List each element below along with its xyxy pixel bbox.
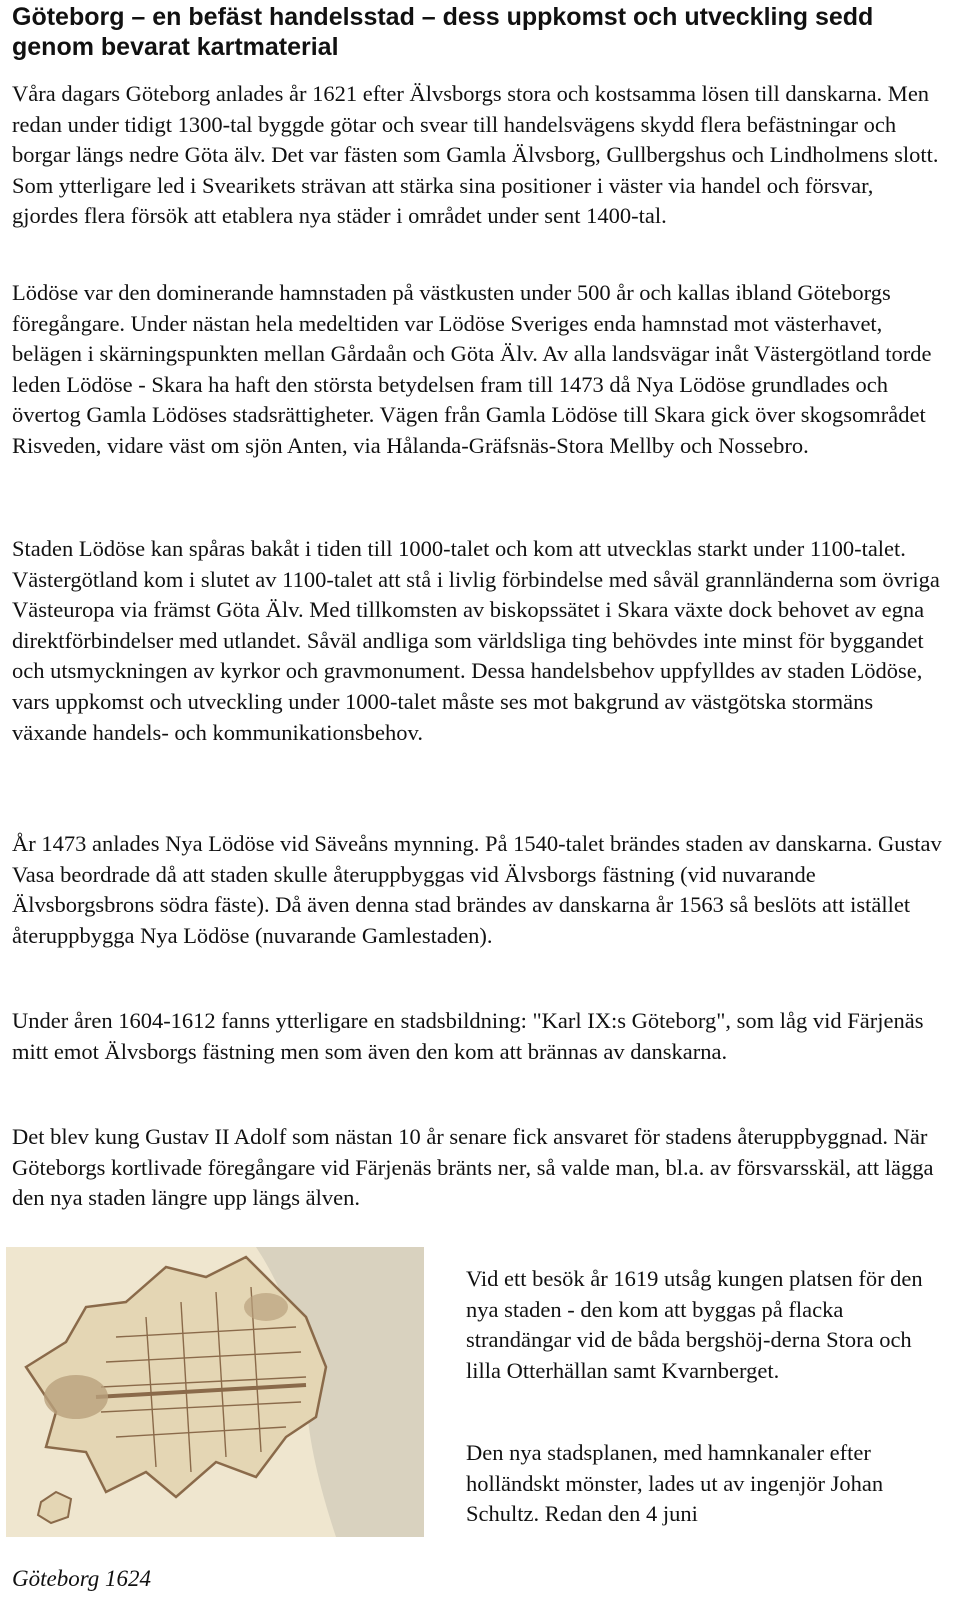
hill-otterhallan [44,1375,108,1419]
figure-caption: Göteborg 1624 [12,1566,152,1591]
paragraph-4: År 1473 anlades Nya Lödöse vid Säveåns mynning. På 1540-talet brändes staden av danskarna. Gustav Vasa beordrade då att staden skulle återuppbyggas vid Älvsborgs fästning (vid nuvarande Älvsborgsbrons södra fäste). Då även denna stad brändes av danskarna år 1563 så beslöts att istället återuppbygga Nya Lödöse (nuvarande Gamlestaden). [12,831,942,948]
paragraph-3: Staden Lödöse kan spåras bakåt i tiden till 1000-talet och kom att utvecklas starkt under 1100-talet. Västergötland kom i slutet av 1100-talet att stå i livlig förbindelse med såväl grannländerna som övriga Västeuropa via främst Göta Älv. Med tillkomsten av biskopssätet i Skara växte dock behovet av egna direktförbindelser med utlandet. Såväl andliga som världsliga ting behövdes inte minst för byggandet och utsmyckningen av kyrkor och gravmonument. Dessa handelsbehov uppfylldes av staden Lödöse, vars uppkomst och utveckling under 1000-talet måste ses mot bakgrund av västgötska stormäns växande handels- och kommunikationsbehov. [12,536,940,745]
paragraph-6: Det blev kung Gustav II Adolf som nästan 10 år senare fick ansvaret för stadens återuppbyggnad. När Göteborgs kortlivade föregångare vid Färjenäs bränts ner, så valde man, bl.a. av försvarsskäl, att lägga den nya staden längre upp längs älven. [12,1124,934,1211]
fortified-city-map [6,1247,424,1537]
side-paragraph-2: Den nya stadsplanen, med hamnkanaler efter holländskt mönster, lades ut av ingenjör Johan Schultz. Redan den 4 juni [466,1440,884,1527]
article-title: Göteborg – en befäst handelsstad – dess uppkomst och utveckling sedd genom bevarat kartmaterial [12,3,874,61]
paragraph-2: Lödöse var den dominerande hamnstaden på västkusten under 500 år och kallas ibland Göteborgs föregångare. Under nästan hela medeltiden var Lödöse Sveriges enda hamnstad mot västerhavet, belägen i skärningspunkten mellan Gårdaån och Göta Älv. Av alla landsvägar inåt Västergötland torde leden Lödöse - Skara ha haft den största betydelsen fram till 1473 då Nya Lödöse grundlades och övertog Gamla Lödöses stadsrättigheter. Vägen från Gamla Lödöse till Skara gick över skogsområdet Risveden, vidare väst om sjön Anten, via Hålanda-Gräfsnäs-Stora Mellby och Nossebro. [12,280,932,458]
side-paragraph-1: Vid ett besök år 1619 utsåg kungen platsen för den nya staden - den kom att byggas på flacka strandängar vid de båda bergshöj-derna Stora och lilla Otterhällan samt Kvarnberget. [466,1266,923,1383]
historical-map-image [6,1247,424,1537]
paragraph-1: Våra dagars Göteborg anlades år 1621 efter Älvsborgs stora och kostsamma lösen till danskarna. Men redan under tidigt 1300-tal byggde götar och svear till handelsvägens skydd flera befästningar och borgar längs nedre Göta älv. Det var fästen som Gamla Älvsborg, Gullbergshus och Lindholmens slott. Som ytterligare led i Svearikets strävan att stärka sina positioner i väster via handel och försvar, gjordes flera försök att etablera nya städer i området under sent 1400-tal. [12,81,939,229]
hill-kvarnberget [244,1293,288,1321]
paragraph-5: Under åren 1604-1612 fanns ytterligare en stadsbildning: "Karl IX:s Göteborg", som låg vid Färjenäs mitt emot Älvsborgs fästning men som även den kom att brännas av danskarna. [12,1008,924,1064]
